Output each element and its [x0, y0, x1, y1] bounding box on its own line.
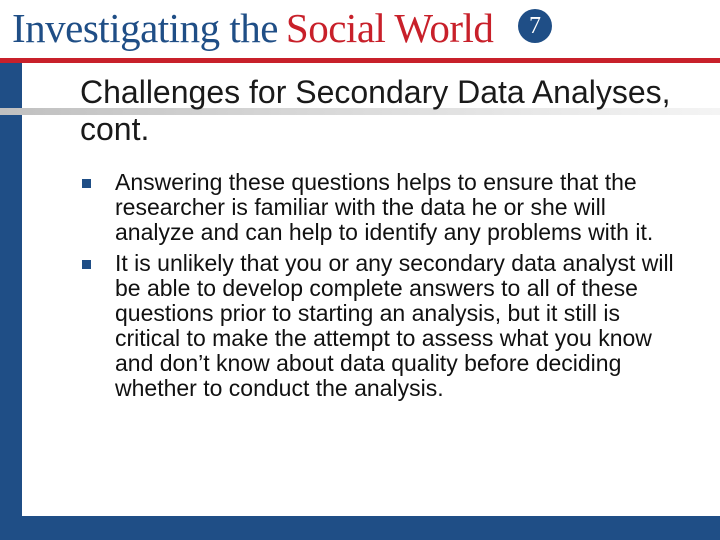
slide-title: Challenges for Secondary Data Analyses, cont.: [80, 74, 671, 147]
header-banner: [0, 0, 720, 58]
bullet-item: [80, 251, 680, 401]
square-bullet-icon: [82, 179, 91, 188]
square-bullet-icon: [82, 260, 91, 269]
book-title-part-1: Investigating the: [12, 5, 278, 51]
bullet-list: [80, 170, 680, 407]
bottom-frame-bar: [0, 516, 720, 540]
book-title-part-2: Social World: [285, 5, 494, 51]
left-frame-bar: [0, 63, 22, 540]
bullet-text: It is unlikely that you or any secondary data analyst will be able to develop complete answers to all of these questions prior to starting an analysis, but it still is critical to make the attempt to assess what you know and don’t know about data quality before deciding whether to conduct the analysis.: [115, 250, 674, 401]
bullet-item: [80, 170, 680, 245]
edition-badge: 7: [518, 9, 552, 43]
bullet-text: Answering these questions helps to ensure that the researcher is familiar with the data he or she will analyze and can help to identify any problems with it.: [115, 169, 654, 245]
book-title-logo: [12, 2, 493, 54]
